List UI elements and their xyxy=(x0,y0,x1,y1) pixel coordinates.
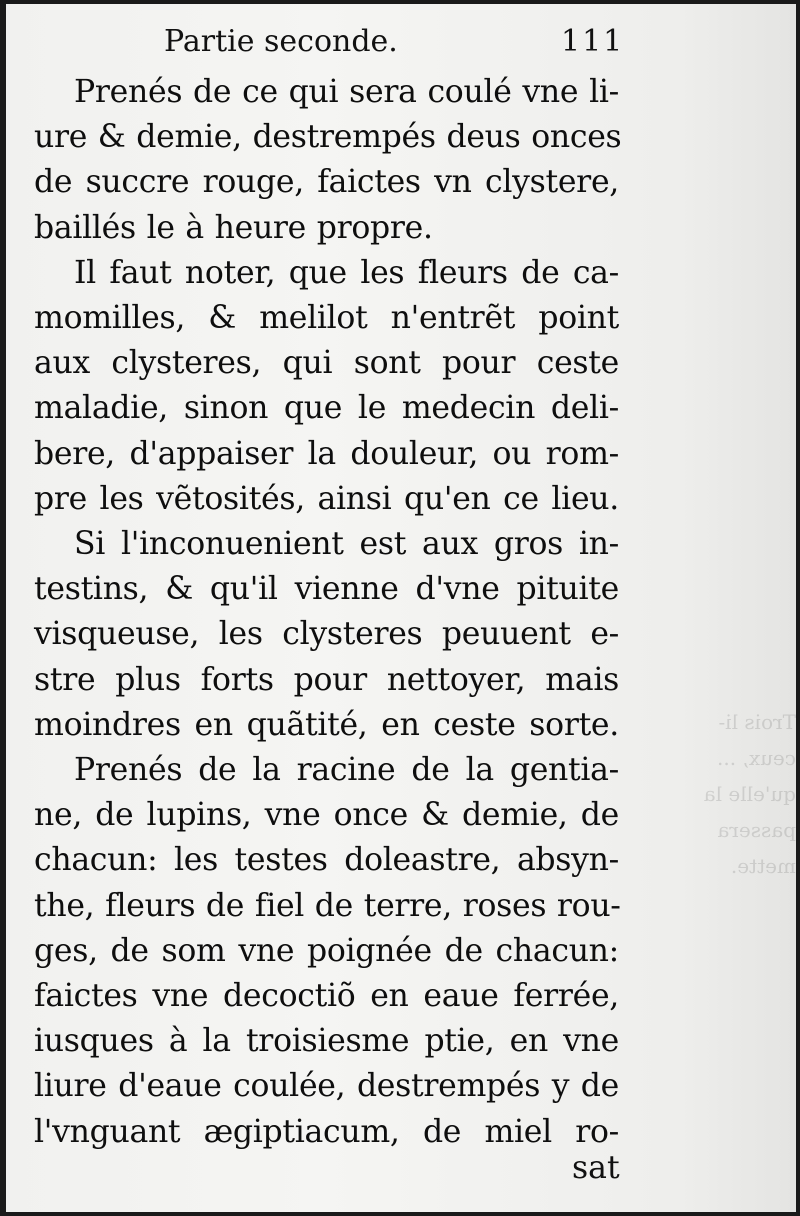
book-page xyxy=(6,4,796,1212)
show-through-text: Trois li- ceux, ... qu'elle la passera mette. xyxy=(703,710,796,878)
text-line: chacun: les testes doleastre, absyn- xyxy=(34,842,619,879)
text-line: Prenés de ce qui sera coulé vne li- xyxy=(74,74,619,110)
text-line: moindres en quãtité, en ceste sorte. xyxy=(34,706,619,743)
text-line: Si l'inconuenient est aux gros in- xyxy=(74,526,619,563)
paragraph xyxy=(34,251,619,522)
text-line: ne, de lupins, vne once & demie, de xyxy=(34,797,619,834)
running-title: Partie seconde. xyxy=(164,24,398,59)
text-line: stre plus forts pour nettoyer, mais xyxy=(34,661,619,698)
text-line: pre les vẽtosités, ainsi qu'en ce lieu. xyxy=(34,480,619,517)
text-line: Prenés de la racine de la gentia- xyxy=(74,752,619,789)
paragraph xyxy=(34,748,619,1155)
page-number: 111 xyxy=(561,24,625,59)
text-line: momilles, & melilot n'entrẽt point xyxy=(34,300,619,337)
text-line: baillés le à heure propre. xyxy=(34,209,433,246)
text-line: testins, & qu'il vienne d'vne pituite xyxy=(34,571,619,608)
body-text xyxy=(34,70,622,1155)
text-line: faictes vne decoctiõ en eaue ferrée, xyxy=(34,978,619,1015)
text-line: maladie, sinon que le medecin deli- xyxy=(34,390,619,427)
text-line: visqueuse, les clysteres peuuent e- xyxy=(34,616,619,653)
paragraph xyxy=(34,522,619,748)
text-line: l'vnguant ægiptiacum, de miel ro- xyxy=(34,1113,619,1150)
text-line: aux clysteres, qui sont pour ceste xyxy=(34,345,619,382)
text-line: bere, d'appaiser la douleur, ou rom- xyxy=(34,435,619,472)
text-line: ges, de som vne poignée de chacun: xyxy=(34,932,619,969)
text-line: Il faut noter, que les fleurs de ca- xyxy=(74,254,619,291)
text-line: iusques à la troisiesme ptie, en vne xyxy=(34,1023,619,1060)
running-header xyxy=(6,24,796,64)
catchword: sat xyxy=(572,1150,620,1186)
text-line: ure & demie, destrempés deus onces xyxy=(34,119,622,156)
text-line: de succre rouge, faictes vn clystere, xyxy=(34,164,619,201)
text-line: the, fleurs de fiel de terre, roses rou- xyxy=(34,887,621,924)
paragraph xyxy=(34,70,622,251)
text-line: liure d'eaue coulée, destrempés y de xyxy=(34,1068,619,1105)
